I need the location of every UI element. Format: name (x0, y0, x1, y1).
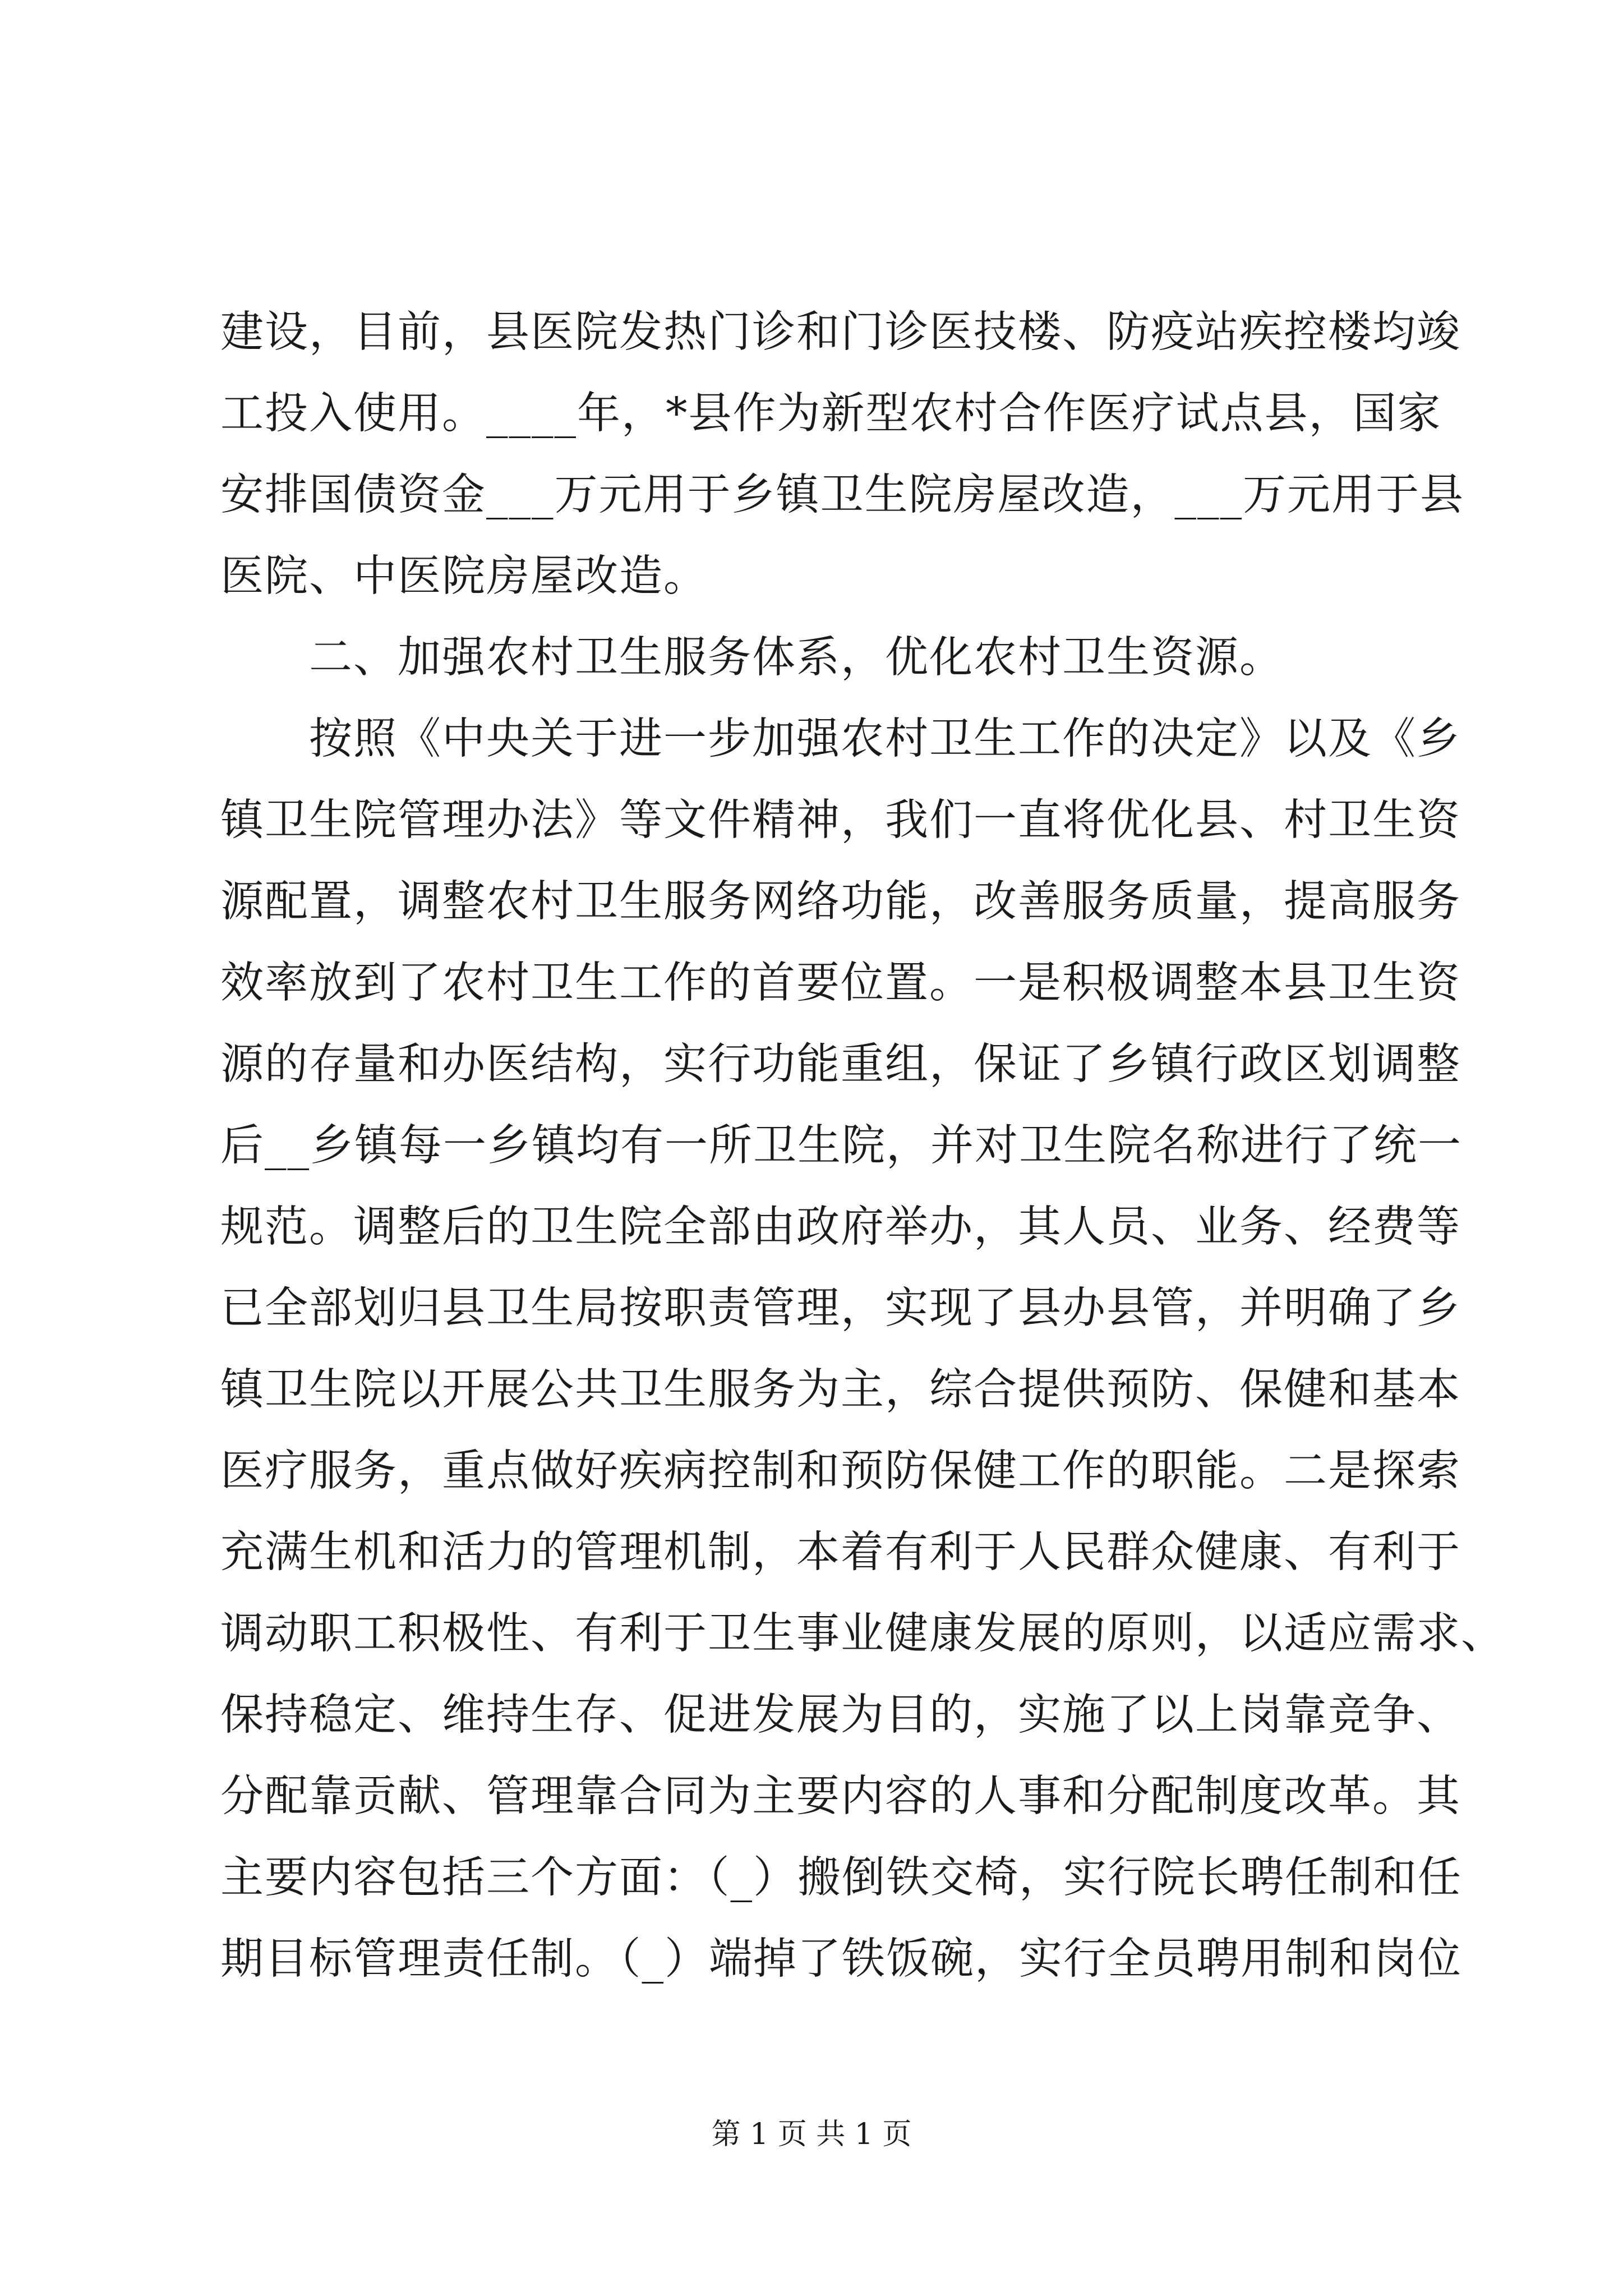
text-line: 源的存量和办医结构，实行功能重组，保证了乡镇行政区划调整 (220, 1039, 1461, 1089)
text-line: 医院、中医院房屋改造。 (220, 551, 708, 601)
text-line: 按照《中央关于进一步加强农村卫生工作的决定》以及《乡 (220, 714, 1461, 764)
text-line: 工投入使用。____年，*县作为新型农村合作医疗试点县，国家 (220, 389, 1442, 439)
text-line: 后__乡镇每一乡镇均有一所卫生院，并对卫生院名称进行了统一 (220, 1121, 1462, 1171)
text-line: 期目标管理责任制。（_）端掉了铁饭碗，实行全员聘用制和岗位 (220, 1934, 1462, 1984)
text-line: 安排国债资金___万元用于乡镇卫生院房屋改造，___万元用于县 (220, 470, 1464, 520)
text-line: 已全部划归县卫生局按职责管理，实现了县办县管，并明确了乡 (220, 1283, 1461, 1333)
section-heading: 二、加强农村卫生服务体系，优化农村卫生资源。 (220, 633, 1284, 683)
text-line: 镇卫生院管理办法》等文件精神，我们一直将优化县、村卫生资 (220, 795, 1461, 845)
text-line: 充满生机和活力的管理机制，本着有利于人民群众健康、有利于 (220, 1527, 1461, 1577)
text-line: 源配置，调整农村卫生服务网络功能，改善服务质量，提高服务 (220, 877, 1461, 927)
text-line: 建设，目前，县医院发热门诊和门诊医技楼、防疫站疾控楼均竣 (220, 307, 1461, 357)
text-line: 分配靠贡献、管理靠合同为主要内容的人事和分配制度改革。其 (220, 1772, 1461, 1821)
page-footer: 第 1 页 共 1 页 (711, 2118, 912, 2151)
text-line: 效率放到了农村卫生工作的首要位置。一是积极调整本县卫生资 (220, 958, 1461, 1008)
body-text (220, 292, 1505, 2000)
text-line: 医疗服务，重点做好疾病控制和预防保健工作的职能。二是探索 (220, 1446, 1461, 1496)
text-line: 调动职工积极性、有利于卫生事业健康发展的原则，以适应需求、 (220, 1609, 1505, 1659)
text-line: 主要内容包括三个方面：（_）搬倒铁交椅，实行院长聘任制和任 (220, 1853, 1462, 1903)
text-line: 规范。调整后的卫生院全部由政府举办，其人员、业务、经费等 (220, 1202, 1461, 1252)
text-line: 镇卫生院以开展公共卫生服务为主，综合提供预防、保健和基本 (220, 1365, 1461, 1415)
text-line: 保持稳定、维持生存、促进发展为目的，实施了以上岗靠竞争、 (220, 1690, 1461, 1740)
